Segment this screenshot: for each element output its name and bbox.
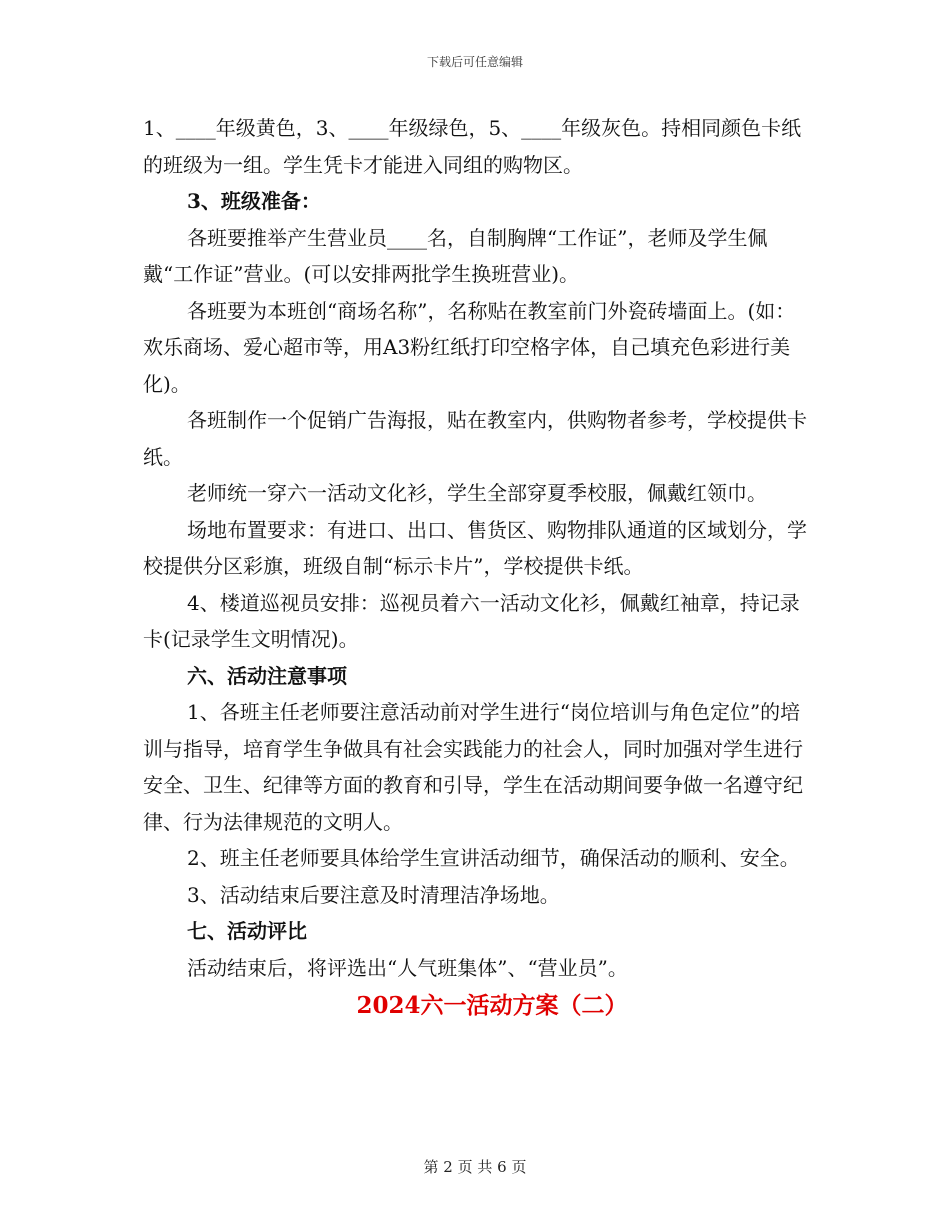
paragraph: 1、____年级黄色，3、____年级绿色，5、____年级灰色。持相同颜色卡纸的班级为一组。学生凭卡才能进入同组的购物区。 <box>143 116 802 177</box>
paragraph: 场地布置要求：有进口、出口、售货区、购物排队通道的区域划分，学校提供分区彩旗，班级自制“标示卡片”，学校提供卡纸。 <box>143 517 807 578</box>
paragraph: 2、班主任老师要具体给学生宣讲活动细节，确保活动的顺利、安全。 <box>187 846 800 870</box>
section-title: 2024六一活动方案（二） <box>356 992 628 1019</box>
paragraph: 老师统一穿六一活动文化衫，学生全部穿夏季校服，佩戴红领巾。 <box>187 481 767 505</box>
paragraph: 3、活动结束后要注意及时清理洁净场地。 <box>187 882 560 907</box>
section-heading: 七、活动评比 <box>187 919 307 943</box>
section-heading: 六、活动注意事项 <box>187 663 347 688</box>
paragraph: 各班制作一个促销广告海报，贴在教室内，供购物者参考，学校提供卡纸。 <box>143 408 807 469</box>
paragraph: 4、楼道巡视员安排：巡视员着六一活动文化衫，佩戴红袖章，持记录卡(记录学生文明情况)。 <box>143 590 800 651</box>
paragraph: 各班要推举产生营业员____名，自制胸牌“工作证”，老师及学生佩戴“工作证”营业。(可以安排两批学生换班营业)。 <box>143 225 768 286</box>
page-footer: 第 2 页 共 6 页 <box>423 1158 527 1176</box>
paragraph: 1、各班主任老师要注意活动前对学生进行“岗位培训与角色定位”的培训与指导，培育学生争做具有社会实践能力的社会人，同时加强对学生进行安全、卫生、纪律等方面的教育和引导，学生在活动期间要争做一名遵守纪律、行为法律规范的文明人。 <box>143 700 803 834</box>
paragraph: 活动结束后，将评选出“人气班集体”、“营业员”。 <box>187 955 628 980</box>
document-body <box>143 110 813 1025</box>
subheading: 3、班级准备： <box>187 189 321 213</box>
paragraph: 各班要为本班创“商场名称”，名称贴在教室前门外瓷砖墙面上。(如：欢乐商场、爱心超市等，用A3粉红纸打印空格字体，自己填充色彩进行美化)。 <box>143 298 796 396</box>
page-header: 下载后可任意编辑 <box>426 55 523 69</box>
